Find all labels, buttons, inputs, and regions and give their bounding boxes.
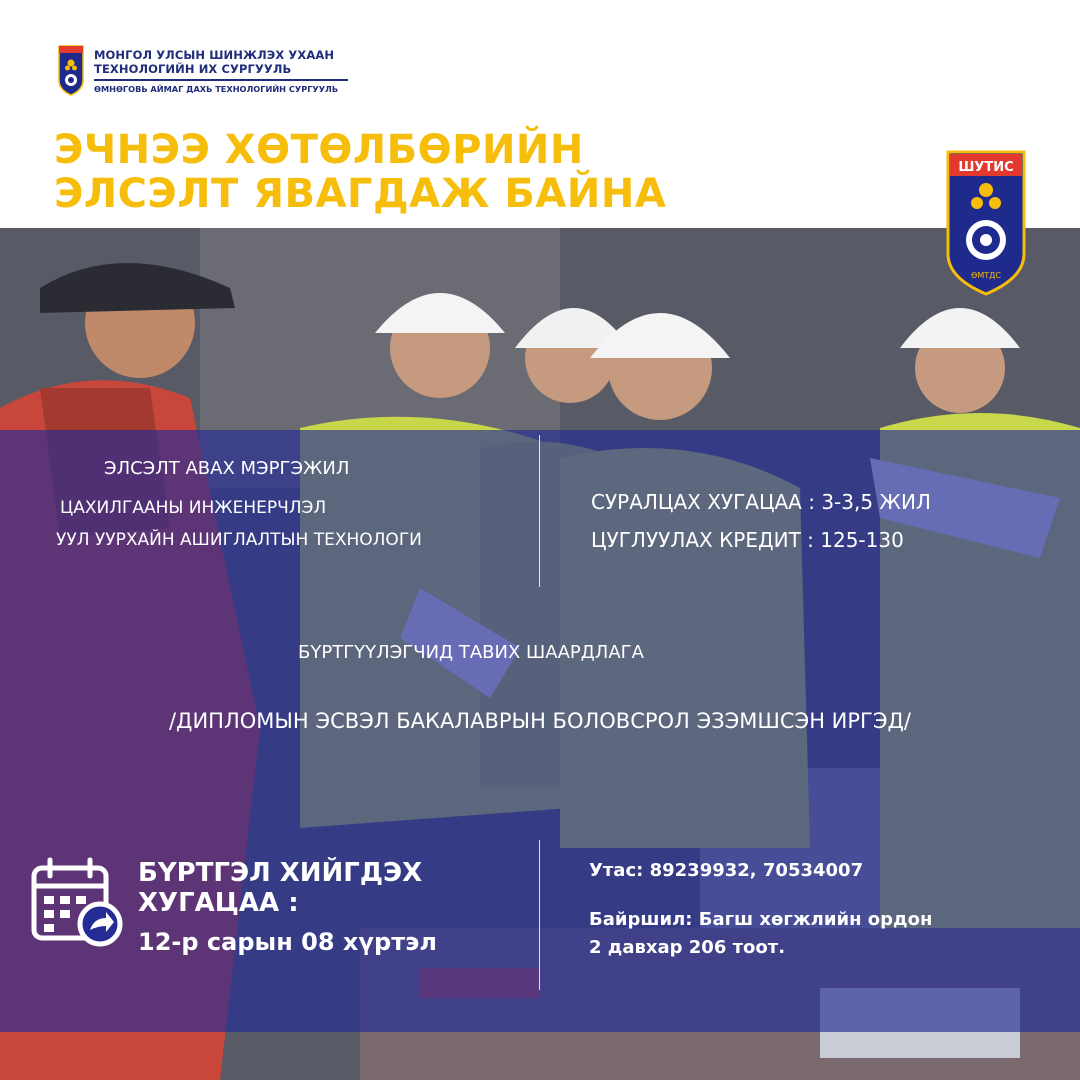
registration-deadline: 12-р сарын 08 хүртэл <box>138 928 437 956</box>
vertical-divider <box>539 840 540 990</box>
headline <box>54 128 666 216</box>
location-line1: Байршил: Багш хөгжлийн ордон <box>589 909 933 930</box>
headline-line1: ЭЧНЭЭ ХӨТӨЛБӨРИЙН <box>54 127 584 173</box>
crest-icon <box>946 150 1026 296</box>
divider <box>94 79 348 81</box>
crest-top-text: ШУТИС <box>958 160 1014 175</box>
calendar-icon <box>30 856 126 948</box>
requirements-text: /ДИПЛОМЫН ЭСВЭЛ БАКАЛАВРЫН БОЛОВСРОЛ ЭЗЭМШСЭН ИРГЭД/ <box>168 709 911 733</box>
header <box>0 0 1080 228</box>
location <box>589 906 932 962</box>
headline-line2: ЭЛСЭЛТ ЯВАГДАЖ БАЙНА <box>54 171 667 217</box>
org-name-line1: МОНГОЛ УЛСЫН ШИНЖЛЭХ УХААН <box>94 48 335 62</box>
registration-title-line1: БҮРТГЭЛ ХИЙГДЭХ <box>138 858 423 888</box>
study-duration: СУРАЛЦАХ ХУГАЦАА : 3-3,5 ЖИЛ <box>591 490 931 514</box>
majors-title: ЭЛСЭЛТ АВАХ МЭРГЭЖИЛ <box>104 458 350 479</box>
major-item: ЦАХИЛГААНЫ ИНЖЕНЕРЧЛЭЛ <box>60 498 327 518</box>
shield-logo-icon <box>58 44 84 96</box>
org-subtitle: ӨМНӨГОВЬ АЙМАГ ДАХЬ ТЕХНОЛОГИЙН СУРГУУЛЬ <box>94 84 339 94</box>
vertical-divider <box>539 435 540 587</box>
crest-bottom-text: ӨМТДС <box>971 271 1001 280</box>
registration-title <box>138 858 422 918</box>
location-line2: 2 давхар 206 тоот. <box>589 937 786 958</box>
university-logo <box>58 44 348 100</box>
major-item: УУЛ УУРХАЙН АШИГЛАЛТЫН ТЕХНОЛОГИ <box>56 530 422 550</box>
phone-number: Утас: 89239932, 70534007 <box>589 860 864 881</box>
requirements-title: БҮРТГҮҮЛЭГЧИД ТАВИХ ШААРДЛАГА <box>298 642 644 663</box>
credits: ЦУГЛУУЛАХ КРЕДИТ : 125-130 <box>591 528 904 552</box>
org-name-line2: ТЕХНОЛОГИЙН ИХ СУРГУУЛЬ <box>94 62 292 76</box>
registration-title-line2: ХУГАЦАА : <box>138 888 299 918</box>
